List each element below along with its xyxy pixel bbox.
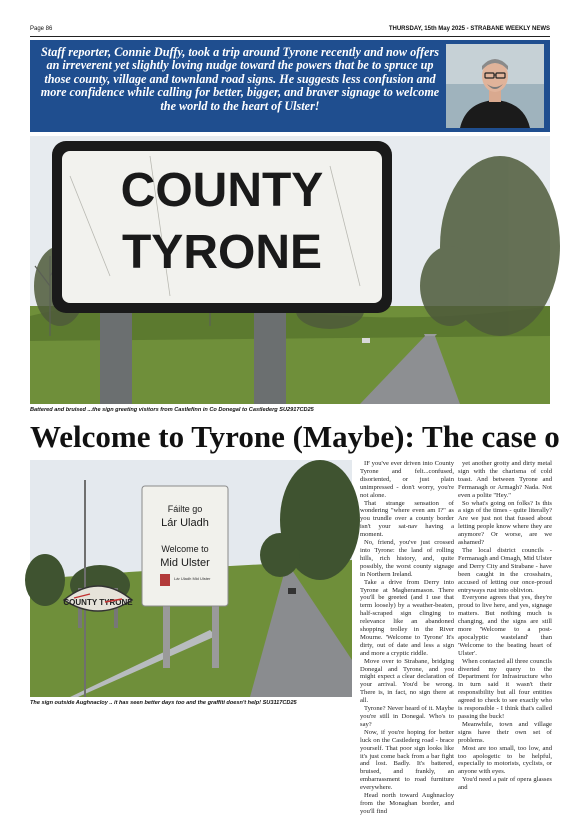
sign-lar-uladh: Lár Uladh bbox=[161, 517, 209, 529]
paragraph: You'd need a pair of opera glasses and bbox=[458, 776, 552, 792]
paragraph: IF you've ever driven into County Tyrone and felt...confused, disoriented, or just plain unimpressed - don't worry, you're not alone. bbox=[360, 460, 454, 499]
county-tyrone-scene bbox=[30, 136, 550, 404]
article-column-1 bbox=[360, 460, 454, 815]
mid-ulster-scene bbox=[30, 460, 352, 697]
paragraph: The local district councils - Fermanagh and Omagh, Mid Ulster and Derry City and Strabane - have been caught in the crosshairs, accused of letting our once-proud entryways rust into oblivion. bbox=[458, 546, 552, 594]
mid-ulster-photo bbox=[30, 460, 352, 697]
paragraph: Tyrone? Never heard of it. Maybe you're still in Donegal. Who's to say? bbox=[360, 705, 454, 728]
paragraph: No, friend, you've just crossed into Tyrone: the land of rolling hills, rich history, and, quite possibly, the worst county signage in Northern Ireland. bbox=[360, 539, 454, 578]
sign-failte-go: Fáilte go bbox=[167, 504, 203, 514]
standfirst-text: Staff reporter, Connie Duffy, took a trip around Tyrone recently and now offers an irreverent yet slightly loving nudge toward the powers that be to spruce up those county, village and townland road signs. He suggests less confusion and more confidence while calling for better, bigger, and braver signage to welcome the world to the heart of Ulster! bbox=[40, 45, 440, 113]
sign-line-county: COUNTY bbox=[120, 164, 324, 217]
paragraph: yet another grotty and dirty metal sign with the charisma of cold toast. And between Tyrone and Fermanagh or Armagh? Nada. Not even a polite "Hey." bbox=[458, 460, 552, 499]
author-portrait bbox=[446, 44, 544, 128]
sign-welcome-to: Welcome to bbox=[161, 544, 209, 554]
paragraph: That strange sensation of wondering "where even am I?" as you trundle over a county border isn't your sat-nav having a moment. bbox=[360, 499, 454, 539]
author-portrait-image bbox=[446, 44, 544, 128]
sign-council-name: Lár Uladh Mid Ulster bbox=[174, 576, 211, 581]
paragraph: When contacted all three councils diverted my query to the Department for Infrastructure who in turn said it wasn't their responsibility but all four entities agreed to check to see exactly who is responsible - I think that's called passing the buck! bbox=[458, 657, 552, 720]
paragraph: Meanwhile, town and village signs have their own set of problems. bbox=[458, 720, 552, 744]
issue-line: THURSDAY, 15th May 2025 - STRABANE WEEKLY NEWS bbox=[388, 26, 550, 32]
article-column-2 bbox=[458, 460, 552, 792]
county-tyrone-photo bbox=[30, 136, 550, 404]
article-headline: Welcome to Tyrone (Maybe): The case o bbox=[30, 419, 560, 454]
photo2-caption: The sign outside Aughnacloy .. it has seen better days too and the graffiti doesn't help! SU3117CD25 bbox=[30, 700, 297, 706]
paragraph: Most are too small, too low, and too apologetic to be helpful, especially to motorists, cyclists, or anyone with eyes. bbox=[458, 744, 552, 776]
paragraph: Now, if you're hoping for better luck on the Castlederg road - brace yourself. That poor sign looks like it's just come back from a bar fight and lost. Badly. It's battered, bruised, and frankly, an embarrassment to road furniture everywhere. bbox=[360, 728, 454, 792]
small-county-tyrone-sign: COUNTY TYRONE bbox=[63, 598, 133, 607]
standfirst-banner bbox=[30, 40, 550, 132]
paragraph: Move over to Strabane, bridging Donegal and Tyrone, and you might expect a clear declaration of your arrival. You'd be wrong. There is, in fact, no sign there at all. bbox=[360, 657, 454, 705]
sign-mid-ulster: Mid Ulster bbox=[160, 557, 210, 569]
photo1-caption: Battered and bruised ...the sign greeting visitors from Castlefinn in Co Donegal to Castlederg SU2917CD25 bbox=[30, 407, 314, 413]
paragraph: Take a drive from Derry into Tyrone at Magheramason. There you'll be greeted (and I use that term loosely) by a weather-beaten, half-scraped sign clinging to relevance like an abandoned shopping trolley in the River Mourne. 'Welcome to Tyrone' It's dirty, out of date and less a sign and more a cryptic riddle. bbox=[360, 578, 454, 657]
council-crest-icon bbox=[160, 574, 170, 586]
page-header bbox=[30, 26, 550, 36]
page-number: Page 86 bbox=[30, 26, 53, 32]
paragraph: So what's going on folks? Is this a sign of the times - quite literally? Are we just not that fussed about letting people know where they are anymore? Or worse, are we ashamed? bbox=[458, 499, 552, 547]
header-rule bbox=[30, 36, 550, 37]
sign-line-tyrone: TYRONE bbox=[121, 226, 323, 279]
paragraph: Head north toward Aughnacloy from the Monaghan border, and you'll find bbox=[360, 792, 454, 815]
paragraph: Everyone agrees that yes, they're proud to live here, and yes, signage matters. But nothing much is changing, and the signs are still more 'Welcome to a post-apocalyptic wasteland' than 'Welcome to the beating heart of Ulster'. bbox=[458, 594, 552, 657]
